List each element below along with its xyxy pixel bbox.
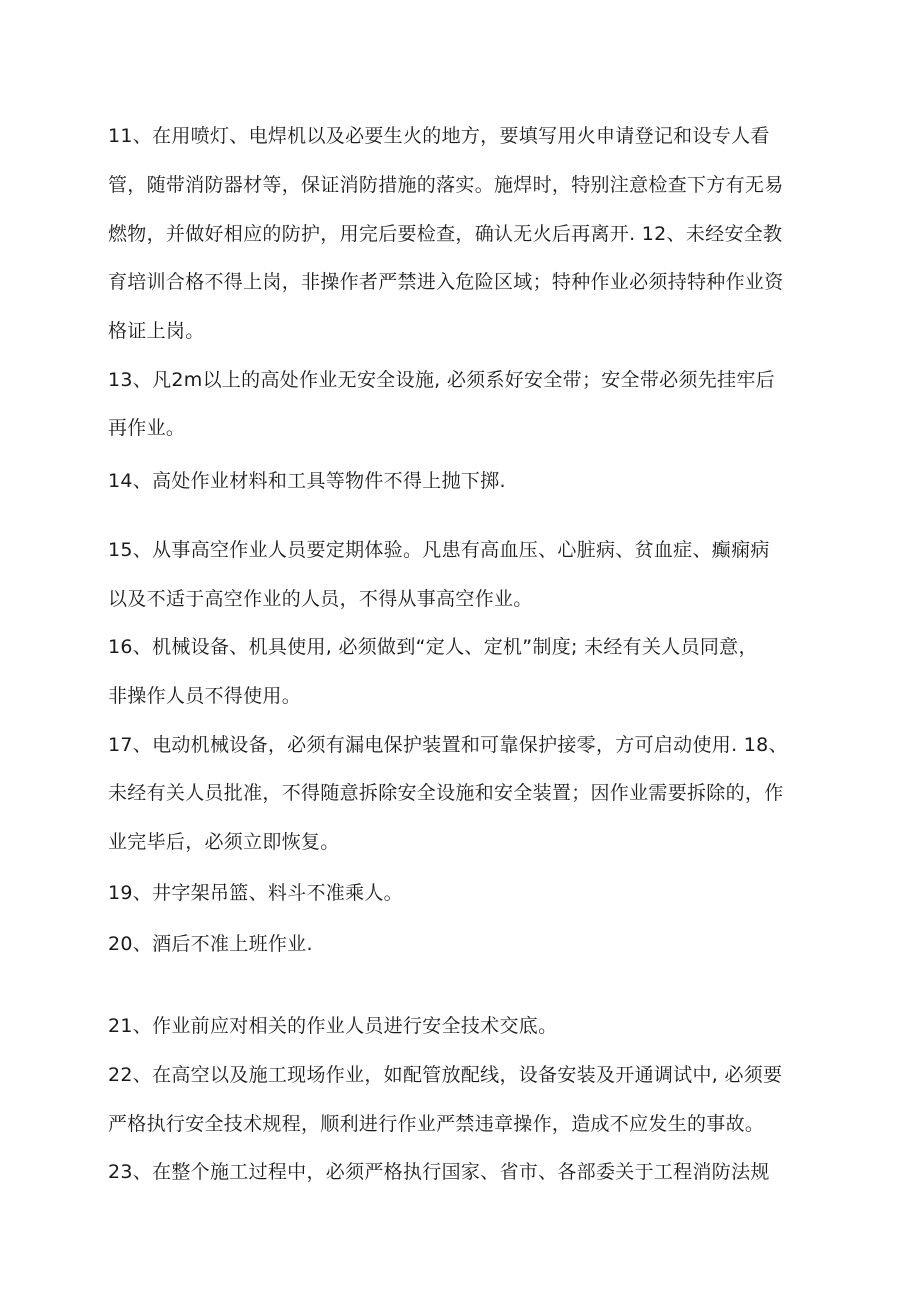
text-line: 21、作业前应对相关的作业人员进行安全技术交底。 bbox=[108, 1015, 558, 1037]
text-line: 22、在高空以及施工现场作业，如配管放配线，设备安装及开通调试中, 必须要 bbox=[108, 1064, 783, 1086]
text-line: 17、电动机械设备，必须有漏电保护装置和可靠保护接零，方可启动使用. 18、 bbox=[108, 734, 788, 756]
text-line: 业完毕后，必须立即恢复。 bbox=[108, 831, 340, 853]
text-line: 非操作人员不得使用。 bbox=[108, 685, 302, 707]
text-line: 19、井字架吊篮、料斗不准乘人。 bbox=[108, 882, 403, 904]
text-line: 11、在用喷灯、电焊机以及必要生火的地方，要填写用火申请登记和设专人看 bbox=[108, 125, 770, 147]
text-line: 格证上岗。 bbox=[108, 320, 205, 342]
text-line: 严格执行安全技术规程，顺利进行作业严禁违章操作，造成不应发生的事故。 bbox=[108, 1113, 765, 1135]
text-line: 20、酒后不准上班作业. bbox=[108, 933, 313, 955]
text-line: 管，随带消防器材等，保证消防措施的落实。施焊时，特别注意检查下方有无易 bbox=[108, 174, 784, 196]
text-line: 15、从事高空作业人员要定期体验。凡患有高血压、心脏病、贫血症、癫痫病 bbox=[108, 539, 770, 561]
text-line: 再作业。 bbox=[108, 417, 186, 439]
text-line: 16、机械设备、机具使用, 必须做到“定人、定机”制度; 未经有关人员同意， bbox=[108, 636, 758, 658]
text-line: 以及不适于高空作业的人员，不得从事高空作业。 bbox=[108, 588, 533, 610]
text-line: 未经有关人员批准，不得随意拆除安全设施和安全装置；因作业需要拆除的，作 bbox=[108, 782, 784, 804]
text-line: 14、高处作业材料和工具等物件不得上抛下掷. bbox=[108, 470, 506, 492]
text-line: 13、凡2m以上的高处作业无安全设施, 必须系好安全带；安全带必须先挂牢后 bbox=[108, 369, 775, 391]
text-line: 育培训合格不得上岗，非操作者严禁进入危险区域；特种作业必须持特种作业资 bbox=[108, 271, 784, 293]
text-line: 燃物，并做好相应的防护，用完后要检查，确认无火后再离开. 12、未经安全教 bbox=[108, 223, 783, 245]
text-line: 23、在整个施工过程中，必须严格执行国家、省市、各部委关于工程消防法规 bbox=[108, 1161, 770, 1183]
